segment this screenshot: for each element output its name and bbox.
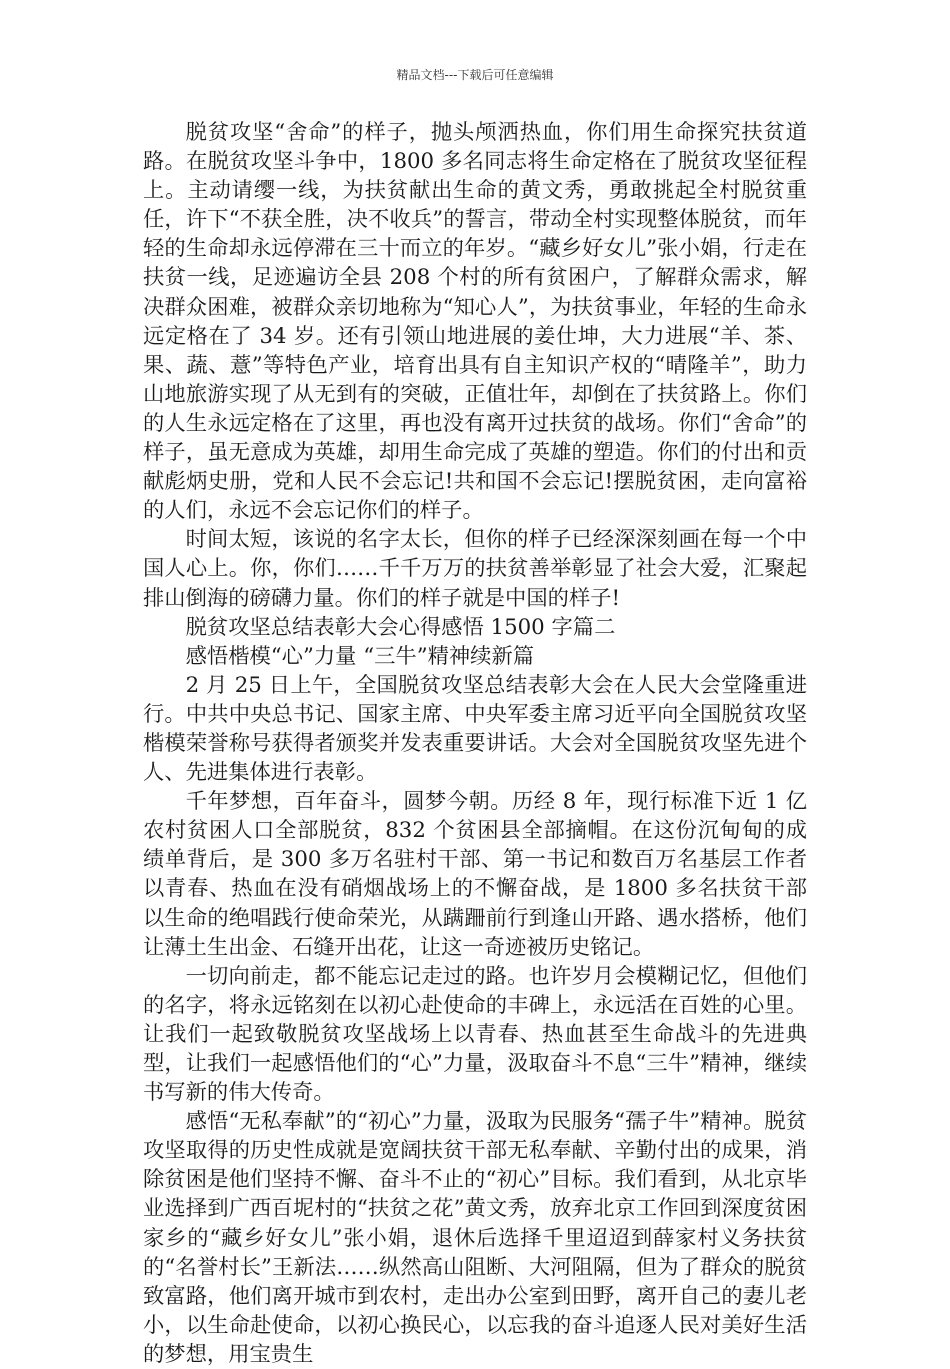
paragraph-3: 2 月 25 日上午，全国脱贫攻坚总结表彰大会在人民大会堂隆重进行。中共中央总书记、国家主席、中央军委主席习近平向全国脱贫攻坚楷模荣誉称号获得者颁奖并发表重要讲话。大会对全国脱贫攻坚先进个人、先进集体进行表彰。: [143, 672, 807, 786]
paragraph-2: 时间太短，该说的名字太长，但你的样子已经深深刻画在每一个中国人心上。你，你们……千千万万的扶贫善举彰显了社会大爱，汇聚起排山倒海的磅礴力量。你们的样子就是中国的样子!: [143, 527, 807, 611]
section-subtitle: 感悟楷模“心”力量 “三牛”精神续新篇: [185, 643, 535, 669]
document-body: [143, 118, 807, 1369]
section-title: 脱贫攻坚总结表彰大会心得感悟 1500 字篇二: [185, 614, 616, 640]
paragraph-4: 千年梦想，百年奋斗，圆梦今朝。历经 8 年，现行标准下近 1 亿农村贫困人口全部脱贫，832 个贫困县全部摘帽。在这份沉甸甸的成绩单背后，是 300 多万名驻村干部、第一书记和数百万名基层工作者以青春、热血在没有硝烟战场上的不懈奋战，是 1800 多名扶贫干部以生命的绝唱践行使命荣光，从蹒跚前行到逢山开路、遇水搭桥，他们让薄土生出金、石缝开出花，让这一奇迹被历史铭记。: [143, 789, 807, 960]
paragraph-5: 一切向前走，都不能忘记走过的路。也许岁月会模糊记忆，但他们的名字，将永远铭刻在以初心赴使命的丰碑上，永远活在百姓的心里。让我们一起致敬脱贫攻坚战场上以青春、热血甚至生命战斗的先进典型，让我们一起感悟他们的“心”力量，汲取奋斗不息“三牛”精神，继续书写新的伟大传奇。: [143, 963, 807, 1106]
page-header-note: 精品文档---下载后可任意编辑: [396, 68, 554, 82]
paragraph-6: 感悟“无私奉献”的“初心”力量，汲取为民服务“孺子牛”精神。脱贫攻坚取得的历史性成就是宽阔扶贫干部无私奉献、辛勤付出的成果，消除贫困是他们坚持不懈、奋斗不止的“初心”目标。我们看到，从北京毕业选择到广西百坭村的“扶贫之花”黄文秀，放弃北京工作回到深度贫困家乡的“藏乡好女儿”张小娟，退休后选择千里迢迢到薛家村义务扶贫的“名誉村长”王新法……纵然高山阻断、大河阻隔，但为了群众的脱贫致富路，他们离开城市到农村，走出办公室到田野，离开自己的妻儿老小，以生命赴使命，以初心换民心，以忘我的奋斗追逐人民对美好生活的梦想，用宝贵生: [143, 1109, 807, 1367]
paragraph-1: 脱贫攻坚“舍命”的样子，抛头颅洒热血，你们用生命探究扶贫道路。在脱贫攻坚斗争中，1800 多名同志将生命定格在了脱贫攻坚征程上。主动请缨一线，为扶贫献出生命的黄文秀，勇敢挑起全村脱贫重任，许下“不获全胜，决不收兵”的誓言，带动全村实现整体脱贫，而年轻的生命却永远停滞在三十而立的年岁。“藏乡好女儿”张小娟，行走在扶贫一线，足迹遍访全县 208 个村的所有贫困户，了解群众需求，解决群众困难，被群众亲切地称为“知心人”，为扶贫事业，年轻的生命永远定格在了 34 岁。还有引领山地进展的姜仕坤，大力进展“羊、茶、果、蔬、薏”等特色产业，培育出具有自主知识产权的“晴隆羊”，助力山地旅游实现了从无到有的突破，正值壮年，却倒在了扶贫路上。你们的人生永远定格在了这里，再也没有离开过扶贫的战场。你们“舍命”的样子，虽无意成为英雄，却用生命完成了英雄的塑造。你们的付出和贡献彪炳史册，党和人民不会忘记!共和国不会忘记!摆脱贫困，走向富裕的人们，永远不会忘记你们的样子。: [143, 120, 807, 524]
